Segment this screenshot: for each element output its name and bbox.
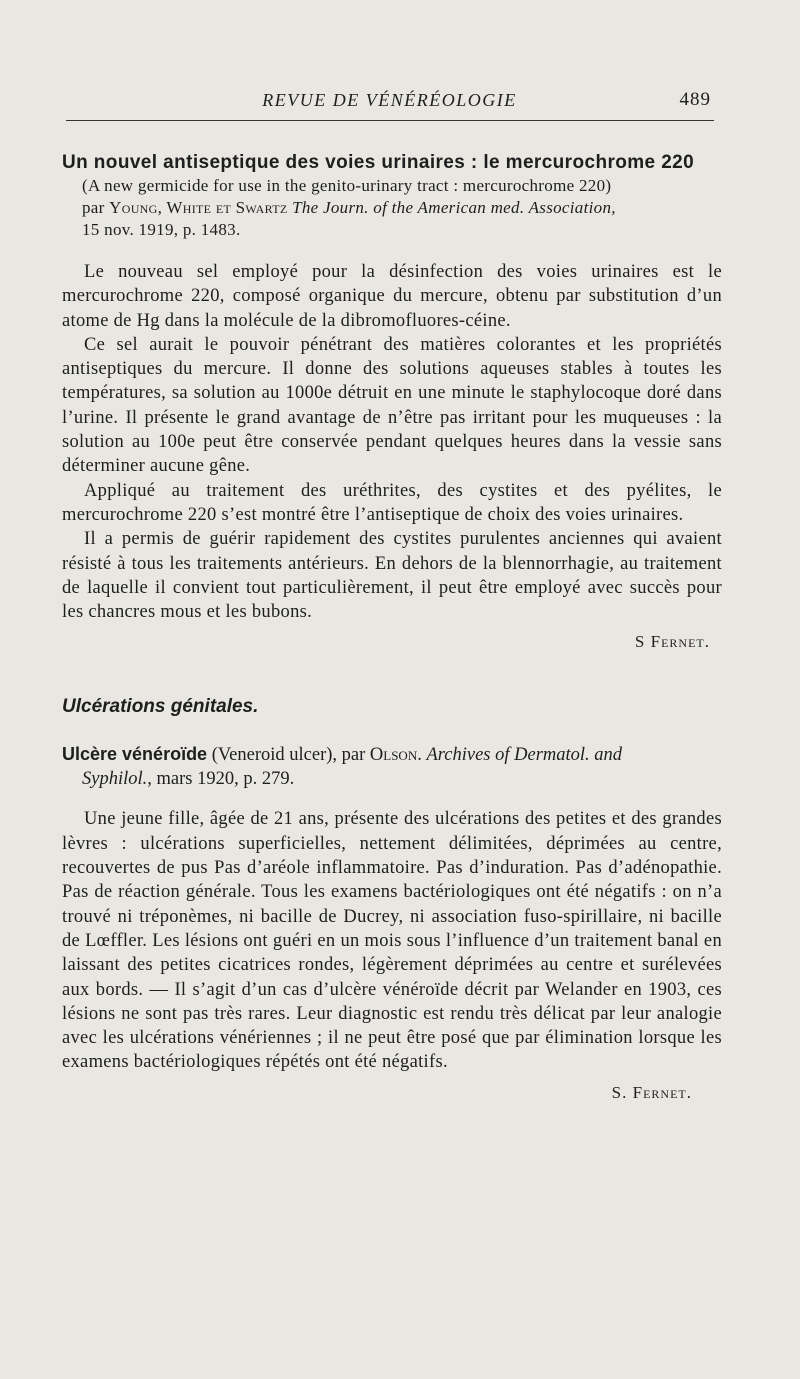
article2-subtitle: (Veneroid ulcer), par — [211, 745, 366, 766]
article2-date: mars 1920, p. 279. — [156, 769, 295, 790]
article-title — [62, 742, 722, 791]
paragraph: Le nouveau sel employé pour la désinfection des voies urinaires est le mercurochrome 220, composé organique du mercure, obtenu par substitution d’un atome de Hg dans la molécule de la dibromofluores-céine. — [62, 262, 722, 331]
article2-journal-2: Syphilol., — [82, 769, 152, 790]
article-ulcere — [62, 742, 722, 1102]
article2-journal-1: Archives of Dermatol. and — [426, 745, 623, 766]
source-par: par — [82, 198, 105, 217]
running-title: REVUE DE VÉNÉRÉOLOGIE — [262, 90, 517, 110]
article-body — [62, 260, 722, 624]
paragraph: Appliqué au traitement des uréthrites, des cystites et des pyélites, le mercurochrome 220 s’est montré être l’antiseptique de choix des voies urinaires. — [62, 480, 722, 525]
paragraph: Il a permis de guérir rapidement des cystites purulentes anciennes qui avaient résisté à tous les traitements antérieurs. En dehors de la blennorrhagie, au traitement de laquelle il convient tout particulièrement, il peut être employé avec succès pour les chancres mous et les bubons. — [62, 529, 722, 623]
source-line1: (A new germicide for use in the genito-urinary tract : mercurochrome 220) — [82, 176, 612, 195]
signature: S Fernet. — [634, 632, 710, 652]
source-authors: Young, White et Swartz — [109, 198, 288, 217]
article2-title-main: Ulcère vénéroïde — [62, 744, 208, 765]
article-body — [62, 807, 722, 1074]
article-mercurochrome — [62, 150, 722, 652]
article-title: Un nouvel antiseptique des voies urinaires : le mercurochrome 220 — [62, 152, 695, 173]
header-rule — [66, 120, 714, 121]
paragraph: Une jeune fille, âgée de 21 ans, présente des ulcérations des petites et des grandes lèvres : ulcérations superficielles, nettement délimitées, déprimées au centre, recouvertes de pus Pas d’aréole inflammatoire. Pas d’induration. Pas d’adénopathie. Pas de réaction générale. Tous les examens bactériologiques ont été négatifs : on n’a trouvé ni tréponèmes, ni bacille de Ducrey, ni association fuso-spirillaire, ni bacille de Lœffler. Les lésions ont guéri en un mois sous l’influence d’un traitement banal en laissant des petites cicatrices rondes, légèrement déprimées au centre et surélevées aux bords. — Il s’agit d’un cas d’ulcère vénéroïde décrit par Welander en 1903, ces lésions ne sont pas très rares. Leur diagnostic est rendu très délicat par leur analogie avec les ulcérations vénériennes ; il ne peut être posé que par élimination lorsque les examens bactériologiques répétés ont été négatifs. — [62, 809, 722, 1073]
article-source — [82, 175, 722, 241]
section-title: Ulcérations génitales. — [62, 696, 259, 718]
page-number: 489 — [679, 89, 711, 110]
page-content — [62, 150, 722, 1103]
source-date: 15 nov. 1919, p. 1483. — [82, 220, 241, 239]
signature: S. Fernet. — [611, 1082, 692, 1102]
paragraph: Ce sel aurait le pouvoir pénétrant des matières colorantes et les propriétés antiseptiques du mercure. Il donne des solutions aqueuses stables à toutes les températures, sa solution au 1000e détruit en une minute le staphylocoque doré dans l’urine. Il présente le grand avantage de n’être pas irritant pour les muqueuses : la solution au 100e peut être conservée pendant quelques heures dans la vessie sans déterminer aucune gêne. — [62, 334, 722, 477]
page-header — [62, 88, 717, 120]
source-journal: The Journ. of the American med. Association, — [292, 198, 616, 217]
article2-author: Olson. — [369, 745, 422, 766]
